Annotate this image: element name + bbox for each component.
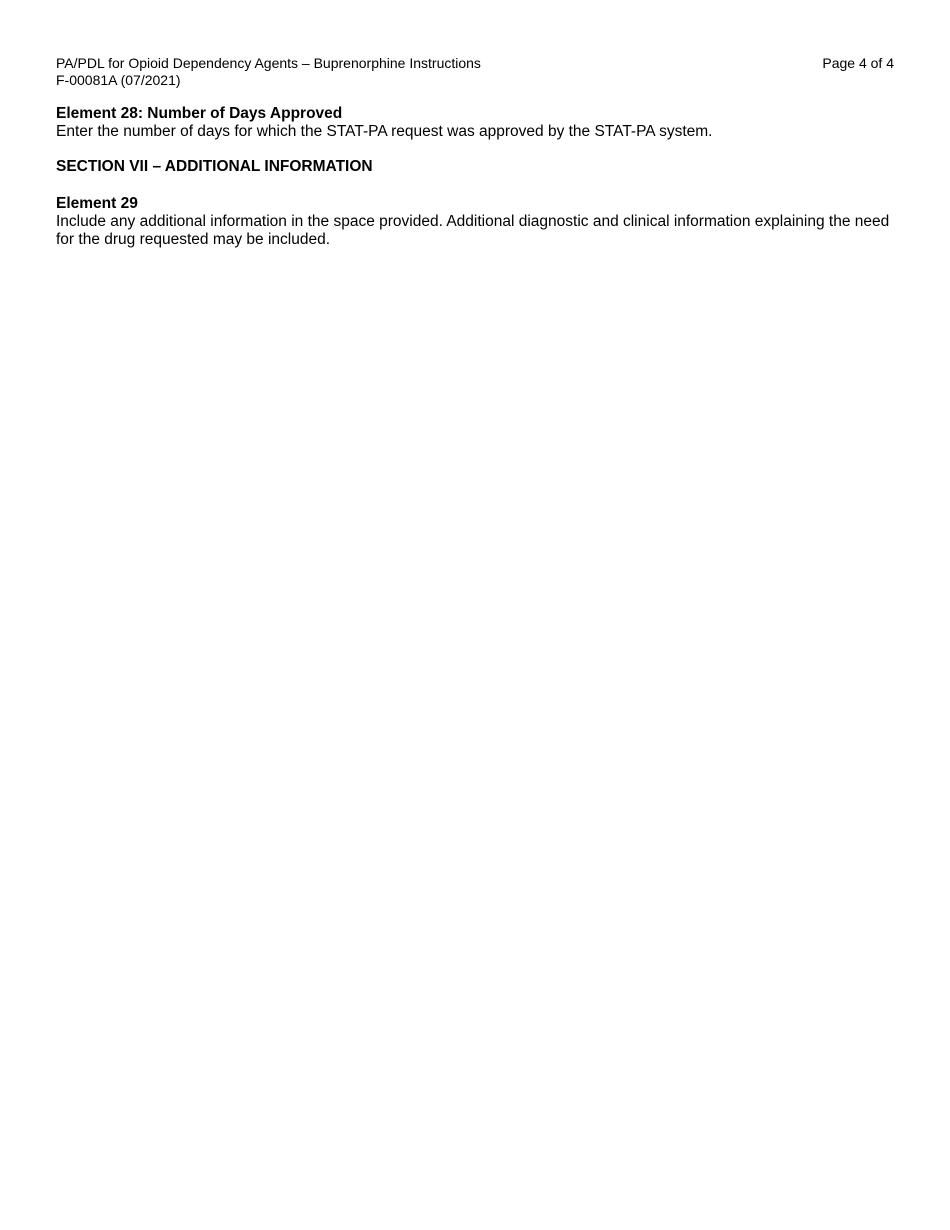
element-29-block bbox=[56, 195, 894, 249]
page-header bbox=[56, 55, 894, 72]
element-28-block bbox=[56, 105, 894, 141]
element-28-heading: Element 28: Number of Days Approved bbox=[56, 105, 343, 122]
element-28-text: Enter the number of days for which the STAT-PA request was approved by the STAT-PA system. bbox=[56, 123, 713, 140]
document-page bbox=[56, 55, 894, 249]
section-7-block bbox=[56, 158, 894, 176]
element-29-text: Include any additional information in the space provided. Additional diagnostic and clinical information explaining the need for the drug requested may be included. bbox=[56, 213, 890, 248]
form-id: F-00081A (07/2021) bbox=[56, 72, 181, 88]
page-number: Page 4 of 4 bbox=[822, 55, 894, 71]
element-29-heading: Element 29 bbox=[56, 195, 138, 212]
document-title: PA/PDL for Opioid Dependency Agents – Buprenorphine Instructions bbox=[56, 55, 481, 71]
section-7-heading: SECTION VII – ADDITIONAL INFORMATION bbox=[56, 158, 373, 175]
